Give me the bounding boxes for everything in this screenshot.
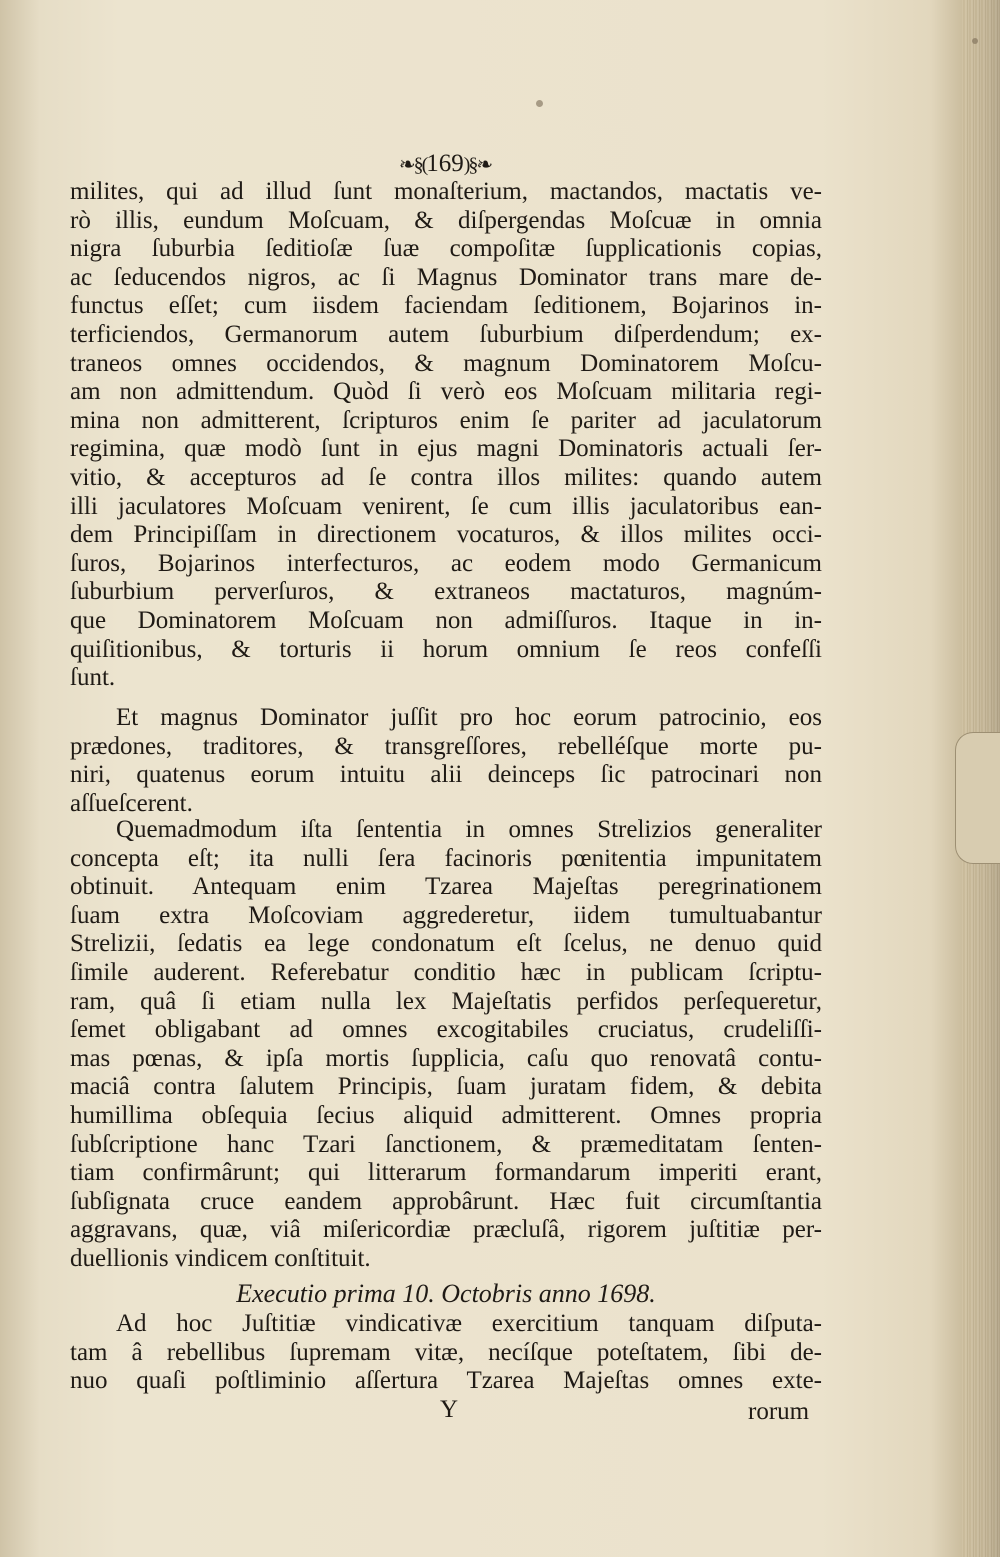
text-line: mina non admitterent, ſcripturos enim ſe pariter ad jaculatorum xyxy=(70,406,822,434)
text-line: maciâ contra ſalutem Principis, ſuam juratam fidem, & debita xyxy=(70,1073,822,1101)
text-line: que Dominatorem Moſcuam non admiſſuros. Itaque in in- xyxy=(70,606,822,634)
text-line: dem Principiſſam in directionem vocaturos, & illos milites occi- xyxy=(70,521,822,549)
section-heading: Executio prima 10. Octobris anno 1698. xyxy=(236,1279,656,1308)
header-ornament-right: )§❧ xyxy=(463,154,492,176)
text-line: vitio, & accepturos ad ſe contra illos milites: quando autem xyxy=(70,463,822,491)
text-line: ſubſignata cruce eandem approbârunt. Hæc fuit circumſtantia xyxy=(70,1187,822,1215)
text-line: Strelizii, ſedatis ea lege condonatum eſt ſcelus, ne denuo quid xyxy=(70,930,822,958)
text-line: mas pœnas, & ipſa mortis ſupplicia, caſu quo renovatâ contu- xyxy=(70,1044,822,1072)
text-line: duellionis vindicem conſtituit. xyxy=(70,1244,371,1272)
text-line: tam â rebellibus ſupremam vitæ, necíſque poteſtatem, ſibi de- xyxy=(70,1338,822,1366)
text-line: niri, quatenus eorum intuitu alii deinceps ſic patrocinari non xyxy=(70,761,822,789)
ink-spot xyxy=(972,38,978,44)
text-line: traneos omnes occidendos, & magnum Dominatorem Moſcu- xyxy=(70,349,822,377)
text-line: concepta eſt; ita nulli ſera facinoris pœnitentia impunitatem xyxy=(70,844,822,872)
header-ornament-left: ❧§( xyxy=(398,154,427,176)
paragraph-2 xyxy=(70,704,822,818)
catchword: rorum xyxy=(748,1398,810,1425)
text-line: Et magnus Dominator juſſit pro hoc eorum patrocinio, eos xyxy=(116,704,822,731)
text-line: nigra ſuburbia ſeditioſæ ſuæ compoſitæ ſupplicationis copias, xyxy=(70,235,822,263)
text-line: Quemadmodum iſta ſententia in omnes Strelizios generaliter xyxy=(116,816,822,843)
text-line: aſſueſcerent. xyxy=(70,789,193,817)
bookmark-tab xyxy=(955,732,1000,864)
text-line: ſimile auderent. Referebatur conditio hæc in publicam ſcriptu- xyxy=(70,958,822,986)
running-header xyxy=(340,150,550,178)
text-line: illi jaculatores Moſcuam venirent, ſe cum illis jaculatoribus ean- xyxy=(70,492,822,520)
text-line: obtinuit. Antequam enim Tzarea Majeſtas peregrinationem xyxy=(70,873,822,901)
text-line: prædones, traditores, & transgreſſores, rebelléſque morte pu- xyxy=(70,732,822,760)
text-line: humillima obſequia ſecius aliquid admitterent. Omnes propria xyxy=(70,1101,822,1129)
text-line: functus eſſet; cum iisdem faciendam ſeditionem, Bojarinos in- xyxy=(70,292,822,320)
page-number: 169 xyxy=(426,150,464,177)
ink-spot xyxy=(536,100,543,107)
text-line: Ad hoc Juſtitiæ vindicativæ exercitium tanquam diſputa- xyxy=(116,1310,822,1337)
text-line: am non admittendum. Quòd ſi verò eos Moſcuam militaria regi- xyxy=(70,378,822,406)
text-line: quiſitionibus, & torturis ii horum omnium ſe reos confeſſi xyxy=(70,635,822,663)
text-line: tiam confirmârunt; qui litterarum formandarum imperiti erant, xyxy=(70,1159,822,1187)
signature-mark: Y xyxy=(440,1396,459,1423)
text-line: milites, qui ad illud ſunt monaſterium, mactandos, mactatis ve- xyxy=(70,178,822,205)
text-line: ac ſeducendos nigros, ac ſi Magnus Dominator trans mare de- xyxy=(70,263,822,291)
text-line: ram, quâ ſi etiam nulla lex Majeſtatis perfidos perſequeretur, xyxy=(70,987,822,1015)
section-heading-wrap xyxy=(70,1276,822,1309)
text-line: ſuam extra Moſcoviam aggrederetur, iidem tumultuabantur xyxy=(70,901,822,929)
text-line: terficiendos, Germanorum autem ſuburbium diſperdendum; ex- xyxy=(70,320,822,348)
text-line: nuo quaſi poſtliminio aſſertura Tzarea Majeſtas omnes exte- xyxy=(70,1367,822,1395)
text-line: rò illis, eundum Moſcuam, & diſpergendas Moſcuæ in omnia xyxy=(70,206,822,234)
paragraph-3 xyxy=(70,816,822,1274)
text-line: regimina, quæ modò ſunt in ejus magni Dominatoris actuali ſer- xyxy=(70,435,822,463)
text-line: ſuburbium perverſuros, & extraneos mactaturos, magnúm- xyxy=(70,578,822,606)
text-line: ſuros, Bojarinos interfecturos, ac eodem modo Germanicum xyxy=(70,549,822,577)
paragraph-4 xyxy=(70,1310,822,1396)
paragraph-1 xyxy=(70,178,822,693)
text-line: ſemet obligabant ad omnes excogitabiles cruciatus, crudeliſſi- xyxy=(70,1016,822,1044)
text-line: ſunt. xyxy=(70,664,116,692)
text-line: ſubſcriptione hanc Tzari ſanctionem, & præmeditatam ſenten- xyxy=(70,1130,822,1158)
text-line: aggravans, quæ, viâ miſericordiæ præcluſâ, rigorem juſtitiæ per- xyxy=(70,1216,822,1244)
